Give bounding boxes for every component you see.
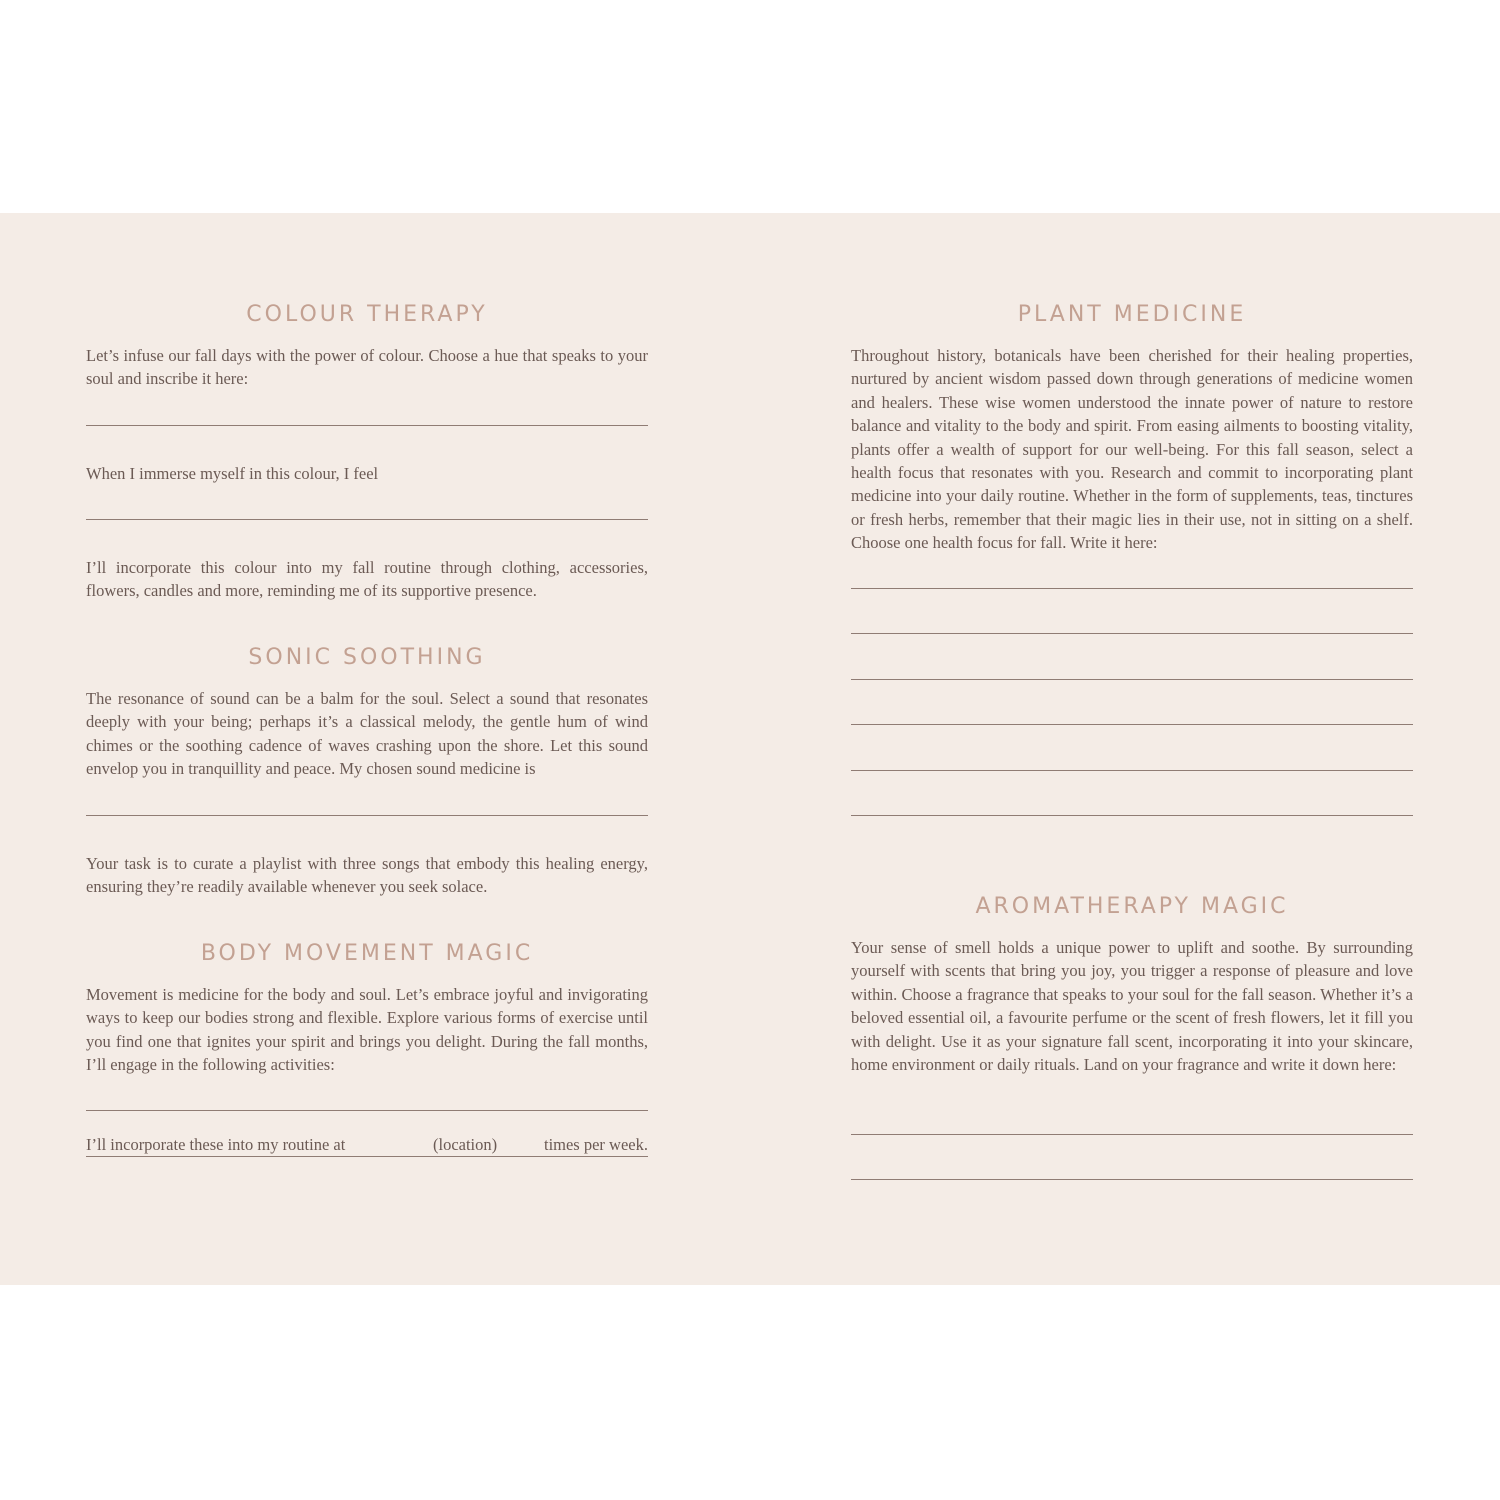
routine-line[interactable] — [86, 1134, 648, 1157]
activities-answer-line[interactable] — [86, 1110, 648, 1111]
sound-answer-line[interactable] — [86, 815, 648, 816]
colour-therapy-intro: Let’s infuse our fall days with the power of colour. Choose a hue that speaks to your soul and inscribe it here: — [86, 346, 648, 389]
aromatherapy-intro: Your sense of smell holds a unique power to uplift and soothe. By surrounding yourself with scents that bring you joy, you trigger a response of pleasure and love within. Choose a fragrance that speaks to your soul for the fall season. Whether it’s a beloved essential oil, a favourite perfume or the scent of fresh flowers, let it fill you with delight. Use it as your signature fall scent, incorporating it into your skincare, home environment or daily rituals. Land on your fragrance and write it down here: — [851, 938, 1413, 1075]
routine-suffix: times per week. — [543, 1135, 648, 1154]
health-focus-line[interactable] — [851, 724, 1413, 725]
colour-feel-prompt: When I immerse myself in this colour, I feel — [86, 464, 379, 483]
sonic-soothing-heading: SONIC SOOTHING — [248, 645, 486, 670]
colour-therapy-closing: I’ll incorporate this colour into my fall routine through clothing, accessories, flowers, candles and more, reminding me of its supportive presence. — [86, 558, 648, 601]
health-focus-line[interactable] — [851, 679, 1413, 680]
sonic-soothing-task: Your task is to curate a playlist with three songs that embody this healing energy, ensuring they’re readily available whenever you seek solace. — [86, 854, 648, 897]
fragrance-answer-line[interactable] — [851, 1179, 1413, 1180]
health-focus-line[interactable] — [851, 633, 1413, 634]
health-focus-line[interactable] — [851, 588, 1413, 589]
sonic-soothing-intro: The resonance of sound can be a balm for the soul. Select a sound that resonates deeply with your being; perhaps it’s a classical melody, the gentle hum of wind chimes or the soothing cadence of waves crashing upon the shore. Let this sound envelop you in tranquillity and peace. My chosen sound medicine is — [86, 689, 648, 779]
plant-medicine-heading: PLANT MEDICINE — [1017, 302, 1247, 327]
colour-answer-line[interactable] — [86, 425, 648, 426]
body-movement-intro: Movement is medicine for the body and soul. Let’s embrace joyful and invigorating ways to keep our bodies strong and flexible. Explore various forms of exercise until you find one that ignites your spirit and brings you delight. During the fall months, I’ll engage in the following activities: — [86, 985, 648, 1075]
book-spread — [0, 213, 1500, 1285]
fragrance-answer-line[interactable] — [851, 1134, 1413, 1135]
colour-feel-answer-line[interactable] — [86, 519, 648, 520]
body-movement-heading: BODY MOVEMENT MAGIC — [200, 941, 534, 966]
health-focus-line[interactable] — [851, 770, 1413, 771]
routine-location-label: (location) — [433, 1135, 498, 1154]
health-focus-line[interactable] — [851, 815, 1413, 816]
colour-therapy-heading: COLOUR THERAPY — [246, 302, 488, 327]
aromatherapy-heading: AROMATHERAPY MAGIC — [975, 894, 1289, 919]
routine-prefix: I’ll incorporate these into my routine at — [86, 1135, 346, 1154]
plant-medicine-intro: Throughout history, botanicals have been cherished for their healing properties, nurtured by ancient wisdom passed down through generations of medicine women and healers. These wise women understood the innate power of nature to restore balance and vitality to the body and spirit. From easing ailments to boosting vitality, plants offer a wealth of support for our well-being. For this fall season, select a health focus that resonates with you. Research and commit to incorporating plant medicine into your daily routine. Whether in the form of supplements, teas, tinctures or fresh herbs, remember that their magic lies in their use, not in sitting on a shelf. Choose one health focus for fall. Write it here: — [851, 346, 1413, 553]
